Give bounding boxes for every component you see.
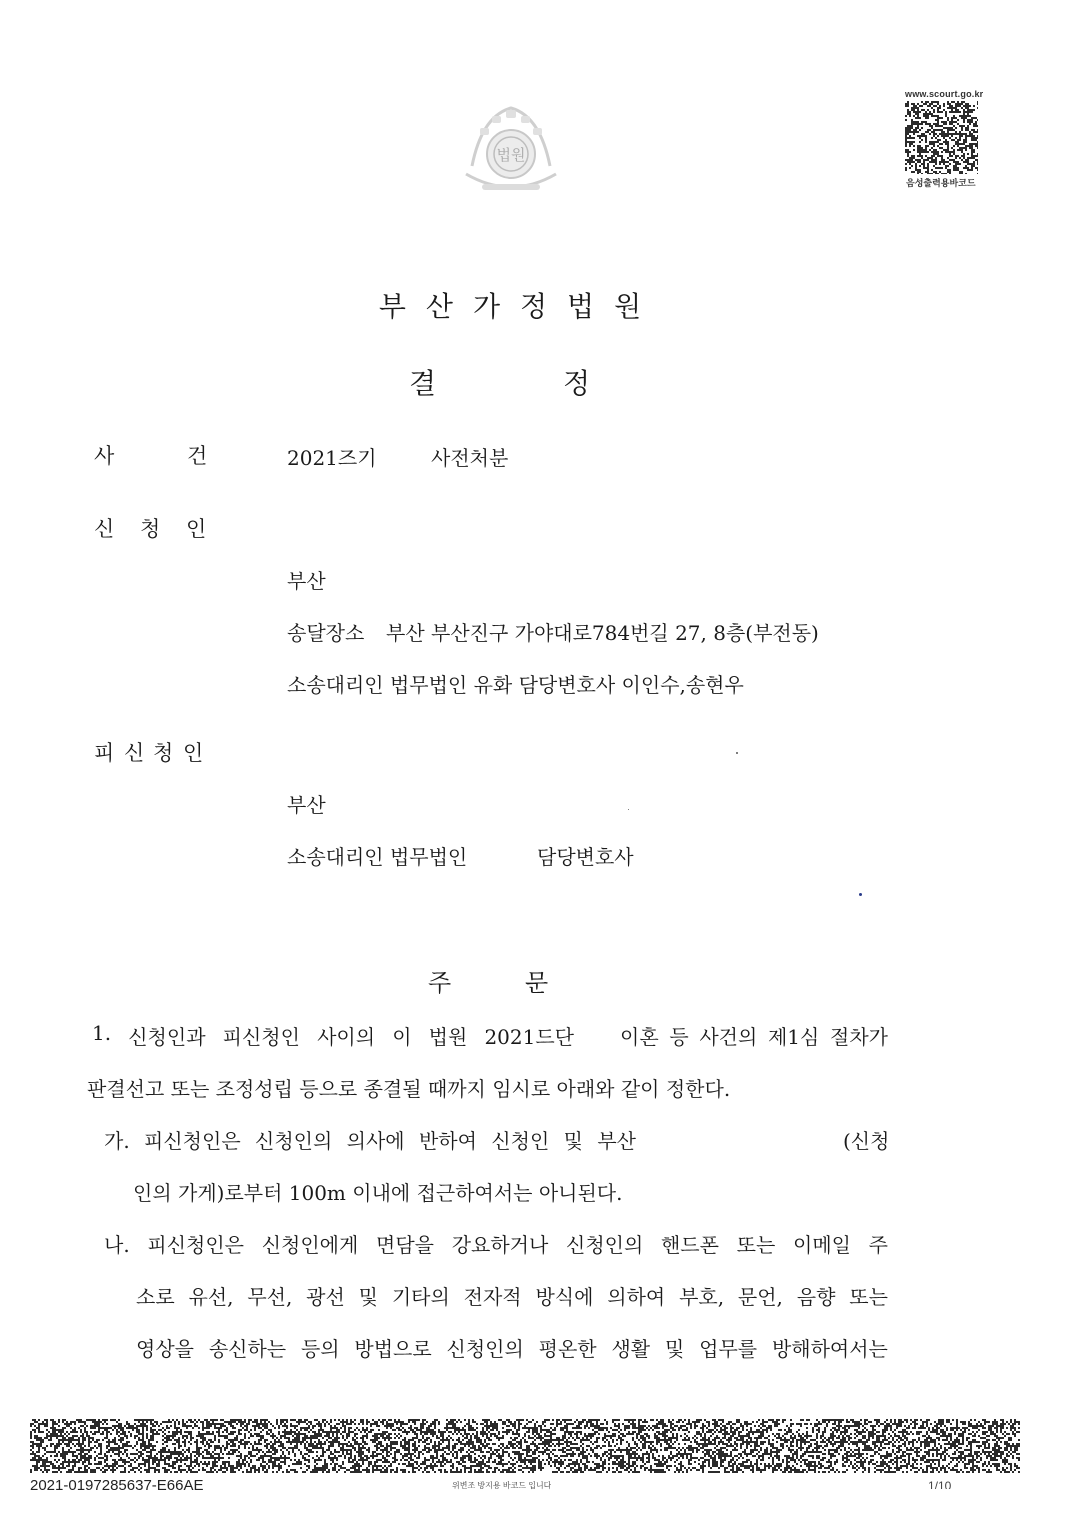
order-item-na-line-1	[104, 1229, 888, 1258]
doc-type-char-2: 정	[563, 367, 591, 400]
order-word: 절차가	[830, 1025, 888, 1049]
respondent-address: 부산	[287, 793, 326, 817]
order-word: 부호,	[679, 1285, 725, 1309]
order-word: 평온한	[538, 1337, 597, 1361]
order-word: 면담을	[376, 1233, 434, 1257]
order-word: 피신청인	[222, 1025, 300, 1049]
order-word: 신청인에게	[261, 1233, 359, 1257]
applicant-label-2: 청	[140, 517, 161, 541]
respondent-agent-firm: 소송대리인 법무법인	[287, 845, 468, 869]
order-word: 방법으로	[354, 1337, 432, 1361]
order-word: 신청인의	[446, 1337, 524, 1361]
order-word: 의사에	[346, 1129, 405, 1153]
qr-caption: 음성출력용바코드	[906, 178, 976, 188]
order-word: 피신청인은	[144, 1129, 241, 1153]
barcode-note: 위변조 방지용 바코드 입니다	[452, 1481, 552, 1490]
order-word: 또는	[849, 1285, 888, 1309]
respondent-label-3: 청	[153, 741, 174, 765]
order-word: 및	[664, 1337, 685, 1361]
order-word: 법원	[428, 1025, 468, 1049]
order-word: 가.	[104, 1129, 130, 1153]
case-type: 사전처분	[431, 446, 509, 470]
applicant-delivery-address: 부산 부산진구 가야대로784번길 27, 8층(부전동)	[386, 621, 819, 645]
case-label-2: 건	[187, 444, 208, 468]
applicant-agent: 소송대리인 법무법인 유화 담당변호사 이인수,송현우	[287, 673, 744, 697]
order-word: 사이의	[317, 1025, 376, 1049]
order-word: 핸드폰	[660, 1233, 719, 1257]
order-word: 이	[392, 1025, 412, 1049]
order-word: 주	[868, 1233, 888, 1257]
court-website-url: www.scourt.go.kr	[905, 89, 984, 99]
order-word: 방식에	[535, 1285, 594, 1309]
scan-speck	[859, 893, 862, 896]
court-seal-logo	[452, 96, 570, 206]
order-item-na-line-3	[136, 1333, 888, 1362]
order-word: 기타의	[391, 1285, 450, 1309]
applicant-delivery-label: 송달장소	[287, 621, 365, 645]
order-word: 등	[669, 1025, 689, 1049]
order-title-char-2: 문	[525, 969, 549, 997]
applicant-label-3: 인	[186, 517, 207, 541]
order-word: 영상을	[136, 1337, 194, 1361]
order-word: 생활	[611, 1337, 651, 1361]
order-word: 전자적	[463, 1285, 522, 1309]
order-item-na-line-2	[136, 1281, 888, 1310]
applicant-address: 부산	[287, 569, 326, 593]
order-item-1-line-1a	[92, 1021, 574, 1050]
order-word: 방해하여서는	[771, 1337, 888, 1361]
order-item-ga-line-1b: (신청	[843, 1129, 890, 1153]
scan-speck	[628, 809, 629, 810]
respondent-label-2: 신	[124, 741, 145, 765]
order-item-ga-line-2: 인의 가게)로부터 100m 이내에 접근하여서는 아니된다.	[133, 1181, 623, 1205]
order-word: 업무를	[699, 1337, 758, 1361]
order-word: 신청인의	[566, 1233, 644, 1257]
document-id: 2021-0197285637-E66AE	[30, 1477, 204, 1493]
voice-output-qr-code	[905, 101, 978, 174]
order-word: 나.	[104, 1233, 130, 1257]
order-word: 등의	[300, 1337, 340, 1361]
order-word: 부산	[597, 1129, 636, 1153]
order-word: 강요하거나	[451, 1233, 549, 1257]
anti-forgery-barcode	[30, 1419, 1020, 1473]
order-word: 신청인의	[255, 1129, 333, 1153]
order-word: 제1심	[767, 1025, 820, 1049]
order-word: 음향	[796, 1285, 836, 1309]
order-word: 의하여	[607, 1285, 666, 1309]
order-word: 및	[563, 1129, 583, 1153]
respondent-label-1: 피	[94, 741, 115, 765]
order-item-ga-line-1a	[104, 1125, 636, 1154]
order-word: 무선,	[247, 1285, 293, 1309]
case-number: 2021즈기	[287, 446, 377, 470]
order-word: 사건의	[699, 1025, 758, 1049]
order-word: 1.	[92, 1021, 112, 1045]
page-number: 1/10	[928, 1479, 952, 1489]
order-word: 이메일	[793, 1233, 851, 1257]
order-word: 문언,	[737, 1285, 783, 1309]
order-word: 2021드단	[484, 1025, 574, 1049]
order-word: 유선,	[188, 1285, 234, 1309]
order-item-1-line-2: 판결선고 또는 조정성립 등으로 종결될 때까지 임시로 아래와 같이 정한다.	[87, 1077, 731, 1101]
case-label-1: 사	[94, 444, 115, 468]
order-word: 신청인과	[128, 1025, 206, 1049]
order-word: 또는	[736, 1233, 776, 1257]
order-word: 이혼	[620, 1025, 659, 1049]
scan-speck	[736, 752, 738, 754]
order-word: 및	[358, 1285, 378, 1309]
order-word: 광선	[306, 1285, 345, 1309]
order-word: 신청인	[491, 1129, 550, 1153]
respondent-agent-lawyer: 담당변호사	[537, 845, 634, 869]
court-name: 부산가정법원	[378, 290, 662, 323]
order-item-1-line-1b	[620, 1021, 888, 1050]
order-word: 반하여	[418, 1129, 477, 1153]
respondent-label-4: 인	[183, 741, 204, 765]
seal-text: 법원	[496, 146, 526, 164]
doc-type-char-1: 결	[409, 367, 437, 400]
applicant-label-1: 신	[94, 517, 115, 541]
order-word: 피신청인은	[147, 1233, 244, 1257]
order-word: 송신하는	[208, 1337, 287, 1361]
order-word: 소로	[136, 1285, 175, 1309]
order-title-char-1: 주	[428, 969, 452, 997]
